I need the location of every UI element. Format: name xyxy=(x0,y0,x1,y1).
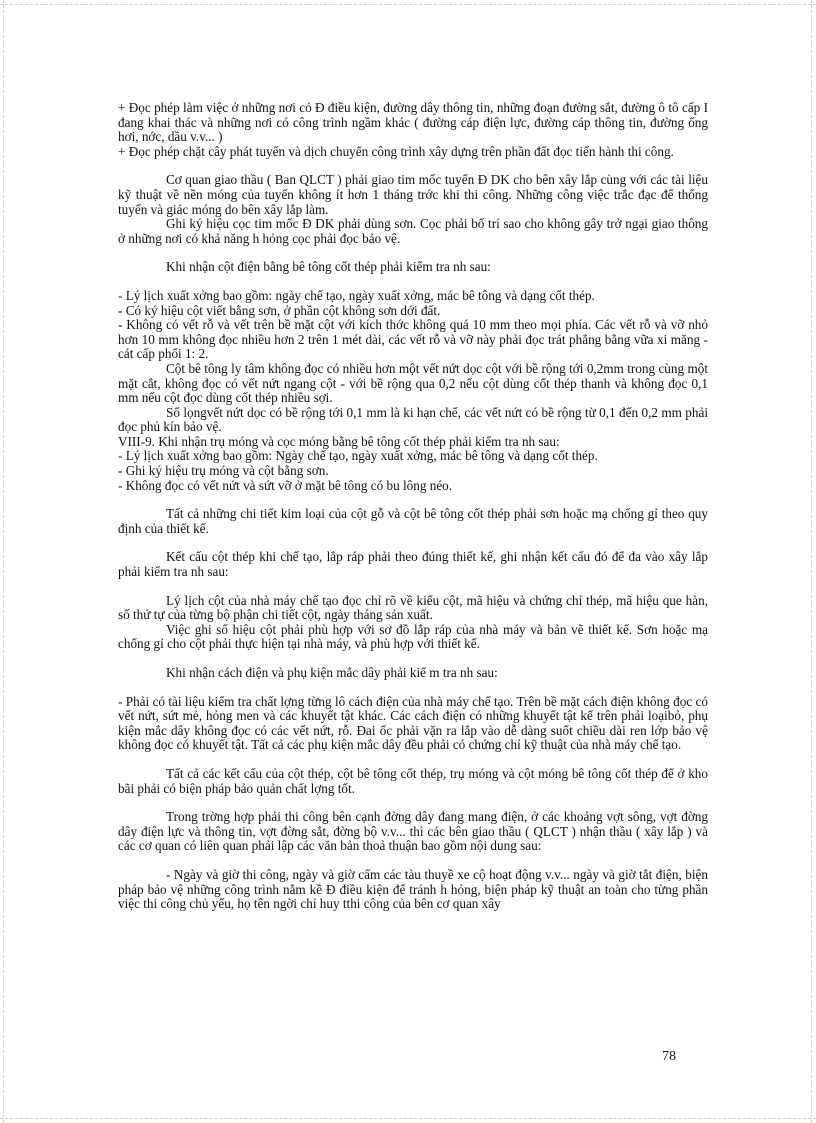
paragraph: - Phải có tài liệu kiểm tra chất lợng từng lô cách điện của nhà máy chế tạo. Trên bề mặt cách điện không đọc có vết nứt, sứt mẻ, hỏng men và các khuyết tật khác. Các cách điện có những khuyết tật kể trên phải loạibỏ, phụ kiện mắc dây không đọc có các vết nứt, rỗ. Đai ốc phải vặn ra lắp vào dễ dàng suốt chiều dài ren lớp bảo vệ không đọc có khuyết tật. Tất cả các phụ kiện mắc dây đều phải có chứng chỉ kỹ thuật của nhà máy chế tạo. xyxy=(118,693,708,753)
paragraph: Tất cả các kết cấu của cột thép, cột bê tông cốt thép, trụ móng và cột móng bê tông cốt thép để ở kho bãi phải có biện pháp bảo quản chất lợng tốt. xyxy=(118,765,708,796)
paragraph: Kết cấu cột thép khi chế tạo, lắp ráp phải theo đúng thiết kế, ghi nhận kết cấu đó để đa vào xây lắp phải kiểm tra nh sau: xyxy=(118,549,708,580)
paragraph: Khi nhận cột điện bằng bê tông cốt thép phải kiểm tra nh sau: xyxy=(166,259,491,275)
paragraph: - Lý lịch xuất xởng bao gồm: Ngày chế tạo, ngày xuất xởng, mác bê tông và dạng cốt thép. xyxy=(118,448,598,464)
page-number: 78 xyxy=(662,1049,676,1064)
text-column xyxy=(118,101,708,912)
paragraph: Tất cả những chi tiết kim loại của cột gỗ và cột bê tông cốt thép phải sơn hoặc mạ chống gỉ theo quy định của thiết kế. xyxy=(118,506,708,536)
paragraph: - Lý lịch xuất xởng bao gồm: ngày chế tạo, ngày xuất xởng, mác bê tông và dạng cốt thép. xyxy=(118,287,595,303)
paragraph: VIII-9. Khi nhận trụ móng và cọc móng bằng bê tông cốt thép phải kiểm tra nh sau: xyxy=(118,433,560,449)
paragraph: + Đọc phép chặt cây phát tuyến và dịch chuyển công trình xây dựng trên phần đất đọc tiến hành thi công. xyxy=(118,143,674,159)
paragraph: - Ngày và giờ thi công, ngày và giờ cấm các tàu thuyề xe cộ hoạt động v.v... ngày và giờ tắt điện, biện pháp bảo vệ những công trình nằm kề Đ điều kiện để tránh h hỏng, biện pháp kỹ thuật an toàn cho từng phần việc thi công chủ yếu, họ tên ngời chỉ huy tthi công của bên cơ quan xây xyxy=(118,866,708,912)
paragraph: Việc ghi số hiệu cột phải phù hợp với sơ đồ lắp ráp của nhà máy và bản vẽ thiết kế. Sơn hoặc mạ chống gỉ cho cột phải thực hiện tại nhà máy, và phù hợp với thiết kế. xyxy=(118,621,708,652)
paragraph: Số lọngvết nứt dọc có bề rộng tới 0,1 mm là ki hạn chế, các vết nứt có bề rộng từ 0,1 đến 0,2 mm phải đọc phủ kín bảo vệ. xyxy=(118,404,708,435)
paragraph: Khi nhận cách điện và phụ kiện mắc dây phải kiể m tra nh sau: xyxy=(166,665,498,680)
paragraph: - Không có vết rỗ và vết trên bề mặt cột với kích thớc không quá 10 mm theo mọi phía. Các vết rỗ và vỡ nhỏ hơn 10 mm không đọc nhiều hơn 2 trên 1 mét dài, các vết rỗ và vỡ này phải đọc trát phẳng bằng vữa xi măng - cát cấp phối 1: 2. xyxy=(118,317,708,362)
paragraph: Lý lịch cột của nhà máy chế tạo đọc chỉ rõ về kiểu cột, mã hiệu và chứng chỉ thép, mã hiệu que hàn, số thứ tự của từng bộ phận chi tiết cột, ngày tháng sản xuất. xyxy=(118,592,708,623)
paragraph: Ghi ký hiệu cọc tim mốc Đ DK phải dùng sơn. Cọc phải bố trí sao cho không gây trở ngại giao thông ở những nơi có khả năng h hỏng cọc phải đọc bảo vệ. xyxy=(118,216,708,246)
paragraph: - Không đọc có vết nứt và sứt vỡ ở mặt bê tông có bu lông néo. xyxy=(118,477,453,493)
paragraph: - Ghi ký hiệu trụ móng và cột bằng sơn. xyxy=(118,463,329,479)
paragraph: - Có ký hiệu cột viết bằng sơn, ở phần cột không sơn dới đất. xyxy=(118,302,441,318)
paragraph: Cơ quan giao thầu ( Ban QLCT ) phải giao tim mốc tuyến Đ DK cho bên xây lắp cùng với các tài liệu kỹ thuật về nền móng của tuyến không ít hơn 1 tháng trớc khi thi công. Những công việc trắc đạc để thống tuyến và giác móng do bên xây lắp làm. xyxy=(118,172,708,217)
paragraph: Cột bê tông ly tâm không đọc có nhiều hơn một vết nứt dọc cột với bề rộng tới 0,2mm trong cùng một mặt cắt, không đọc có vết nứt ngang cột - với bề rộng qua 0,2 nếu cột dùng cốt thép thanh và không đọc 0,1 mm nếu cột đọc dùng cốt thép nhiều sợi. xyxy=(118,360,708,406)
paragraph: + Đọc phép làm việc ở những nơi có Đ điều kiện, đường dây thông tin, những đoạn đường sắt, đường ô tô cấp I đang khai thác và những nơi có công trình ngầm khác ( đường cáp điện lực, đường cáp thông tin, đường ống hơi, nớc, dầu v.v... ) xyxy=(118,100,708,145)
paragraph: Trong trờng hợp phải thi công bên cạnh đờng dây đang mang điện, ở các khoảng vợt sông, vợt đờng dây điện lực và thông tin, vợt đờng sắt, đờng bộ v.v... thì các bên giao thầu ( QLCT ) nhận thầu ( xây lắp ) và các cơ quan có liên quan phải lập các văn bản thoả thuận bao gồm nội dung sau: xyxy=(118,809,708,854)
